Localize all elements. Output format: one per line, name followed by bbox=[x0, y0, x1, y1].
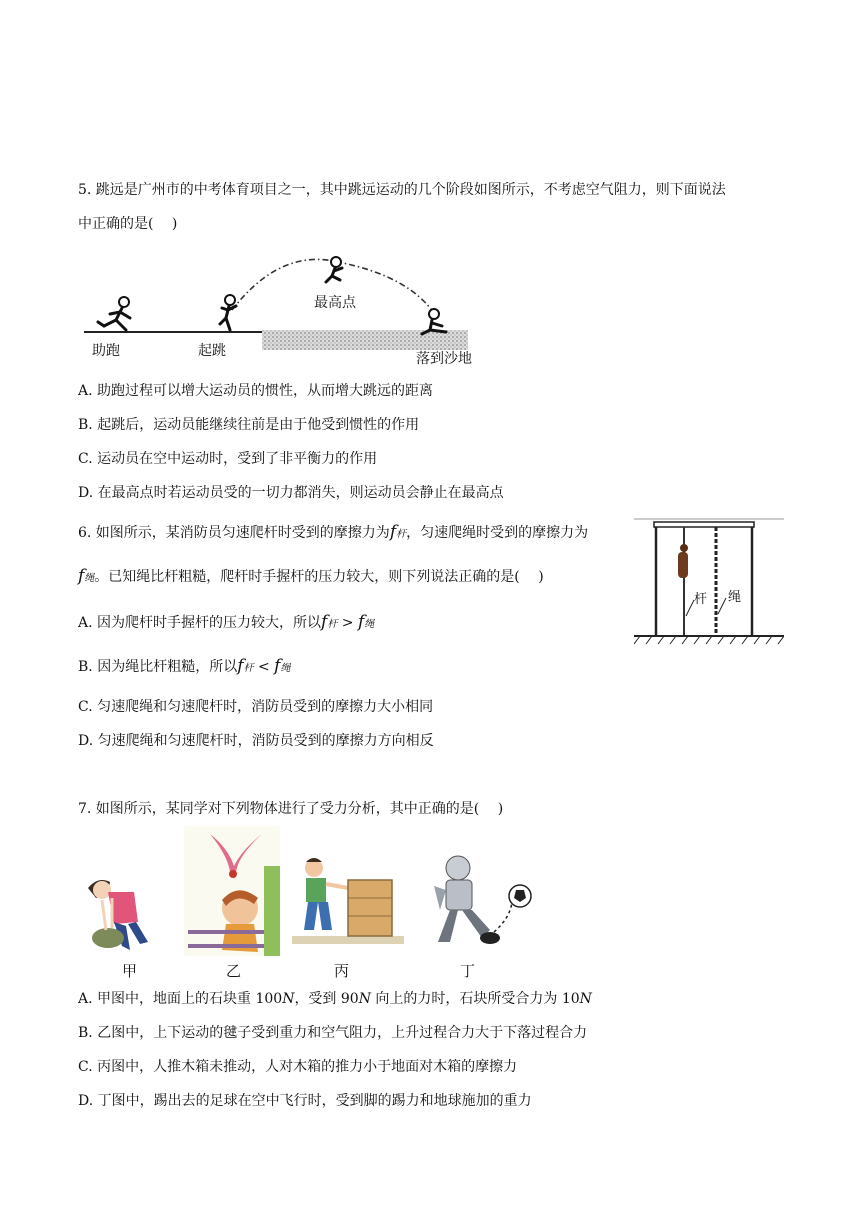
q6-stem-line1: 6. 如图所示，某消防员匀速爬杆时受到的摩擦力为f杆，匀速爬绳时受到的摩擦力为 bbox=[78, 522, 589, 542]
q7-option-b: B. 乙图中，上下运动的毽子受到重力和空气阻力，上升过程合力大于下落过程合力 bbox=[78, 1025, 588, 1041]
long-jump-figure bbox=[80, 252, 480, 370]
label-ding: 丁 bbox=[460, 962, 476, 980]
person-lifting-rock bbox=[88, 880, 148, 950]
q7-option-a: A. 甲图中，地面上的石块重 100N，受到 90N 向上的力时，石块所受合力为 10N bbox=[78, 991, 592, 1007]
label-takeoff: 起跳 bbox=[198, 343, 226, 359]
q6-option-c: C. 匀速爬绳和匀速爬杆时，消防员受到的摩擦力大小相同 bbox=[78, 699, 434, 715]
q7-option-c: C. 丙图中，人推木箱未推动，人对木箱的推力小于地面对木箱的摩擦力 bbox=[78, 1059, 518, 1075]
force-analysis-figures bbox=[78, 826, 538, 984]
label-run: 助跑 bbox=[92, 343, 120, 359]
label-rope: 绳 bbox=[728, 590, 742, 605]
q6-option-d: D. 匀速爬绳和匀速爬杆时，消防员受到的摩擦力方向相反 bbox=[78, 733, 434, 749]
label-landing: 落到沙地 bbox=[416, 351, 472, 367]
q5-option-c: C. 运动员在空中运动时，受到了非平衡力的作用 bbox=[78, 451, 378, 467]
climber-figure bbox=[678, 544, 688, 578]
q6-option-a: A. 因为爬杆时手握杆的压力较大，所以f杆 > f绳 bbox=[78, 612, 375, 632]
runner-figure bbox=[98, 297, 130, 330]
q6-stem-line2: f绳。已知绳比杆粗糙，爬杆时手握杆的压力较大，则下列说法正确的是( ) bbox=[78, 566, 544, 586]
q5-stem-line2: 中正确的是( ) bbox=[78, 216, 178, 232]
highest-point-figure bbox=[326, 257, 342, 282]
q5-option-d: D. 在最高点时若运动员受的一切力都消失，则运动员会静止在最高点 bbox=[78, 485, 504, 501]
q6-option-b: B. 因为绳比杆粗糙，所以f杆 < f绳 bbox=[78, 656, 291, 676]
pole-rope-figure bbox=[634, 516, 784, 648]
label-highest-point: 最高点 bbox=[314, 295, 356, 311]
shuttlecock-kicking bbox=[184, 826, 280, 956]
q7-option-d: D. 丁图中，踢出去的足球在空中飞行时，受到脚的踢力和地球施加的重力 bbox=[78, 1093, 532, 1109]
q7-stem: 7. 如图所示，某同学对下列物体进行了受力分析，其中正确的是( ) bbox=[78, 801, 504, 817]
q5-stem-line1: 5. 跳远是广州市的中考体育项目之一，其中跳远运动的几个阶段如图所示，不考虑空气阻力，则下面说法 bbox=[78, 182, 726, 198]
label-yi: 乙 bbox=[226, 962, 242, 980]
takeoff-figure bbox=[220, 295, 236, 330]
label-pole: 杆 bbox=[694, 592, 708, 607]
q5-option-b: B. 起跳后，运动员能继续往前是由于他受到惯性的作用 bbox=[78, 417, 420, 433]
label-jia: 甲 bbox=[122, 962, 138, 980]
label-bing: 丙 bbox=[334, 962, 350, 980]
robot-kicking-ball bbox=[434, 856, 531, 944]
pushing-box bbox=[292, 858, 404, 944]
q5-option-a: A. 助跑过程可以增大运动员的惯性，从而增大跳远的距离 bbox=[78, 383, 434, 399]
